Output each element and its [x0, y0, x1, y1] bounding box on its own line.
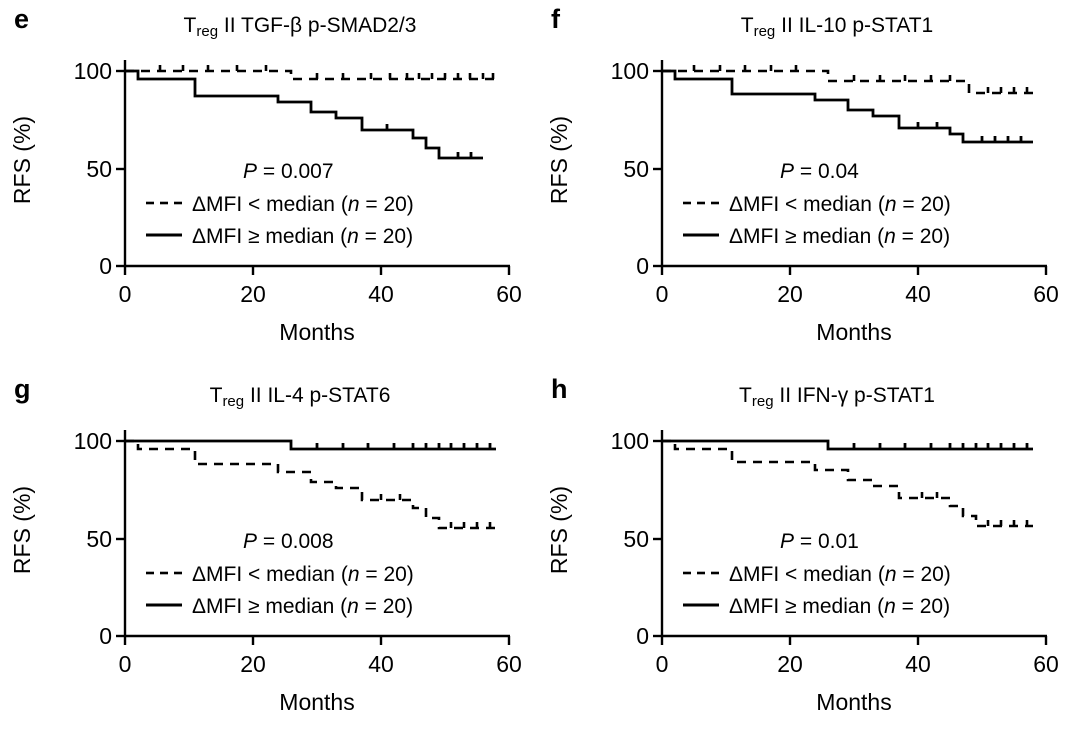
p-value-h-rest: = 0.01 — [794, 530, 859, 553]
y-tick-50-g: 50 — [86, 526, 112, 552]
x-tick-40-h: 40 — [905, 651, 931, 677]
legend-label-dashed-g: ΔMFI < median (n = 20) — [192, 563, 414, 586]
p-value-e — [243, 160, 334, 183]
p-value-f-rest: = 0.04 — [794, 160, 859, 183]
panel-f — [537, 0, 1074, 370]
x-tick-0-g: 0 — [118, 651, 132, 677]
y-axis-label-h: RFS (%) — [546, 485, 572, 575]
p-value-g-rest: = 0.008 — [257, 530, 334, 553]
y-tick-0-f: 0 — [636, 253, 649, 279]
legend-g — [146, 563, 414, 618]
y-tick-50-h: 50 — [623, 526, 649, 552]
legend-label-solid-e: ΔMFI ≥ median (n = 20) — [192, 225, 414, 248]
p-value-e-italic: P — [243, 160, 258, 183]
x-tick-0-f: 0 — [655, 281, 669, 307]
panel-title-h-sub: reg — [751, 393, 774, 410]
y-tick-100-g: 100 — [73, 428, 112, 454]
panel-title-f-sub: reg — [753, 23, 776, 40]
x-tick-60-g: 60 — [496, 651, 522, 677]
y-tick-50-e: 50 — [86, 156, 112, 182]
panel-letter-f: f — [551, 4, 560, 34]
panel-e — [0, 0, 537, 370]
legend-e — [146, 193, 414, 248]
x-tick-20-e: 20 — [240, 281, 266, 307]
y-tick-100-f: 100 — [610, 58, 649, 84]
x-axis-label-e: Months — [279, 319, 355, 345]
y-tick-50-f: 50 — [623, 156, 649, 182]
y-tick-0-g: 0 — [99, 623, 112, 649]
x-axis-label-h: Months — [816, 689, 892, 715]
plot-e — [0, 0, 537, 370]
y-axis-label-e: RFS (%) — [9, 115, 35, 205]
p-value-h-italic: P — [780, 530, 795, 553]
x-tick-20-f: 20 — [777, 281, 803, 307]
y-tick-0-e: 0 — [99, 253, 112, 279]
panel-title-f-pre: T — [740, 14, 754, 37]
p-value-g — [243, 530, 334, 553]
y-tick-100-e: 100 — [73, 58, 112, 84]
x-tick-0-h: 0 — [655, 651, 669, 677]
legend-label-dashed-f: ΔMFI < median (n = 20) — [729, 193, 951, 216]
legend-label-dashed-e: ΔMFI < median (n = 20) — [192, 193, 414, 216]
plot-g — [0, 370, 537, 740]
x-tick-60-f: 60 — [1033, 281, 1059, 307]
plot-h — [537, 370, 1074, 740]
panel-title-e-sub: reg — [196, 23, 219, 40]
p-value-f-italic: P — [780, 160, 795, 183]
y-tick-0-h: 0 — [636, 623, 649, 649]
panel-letter-e: e — [14, 4, 30, 34]
p-value-h — [780, 530, 859, 553]
series-dashed-h — [662, 441, 1033, 526]
x-tick-60-e: 60 — [496, 281, 522, 307]
series-solid-g — [125, 441, 496, 449]
legend-label-solid-h: ΔMFI ≥ median (n = 20) — [729, 595, 951, 618]
legend-label-solid-g: ΔMFI ≥ median (n = 20) — [192, 595, 414, 618]
panel-title-e-post: II TGF-β p-SMAD2/3 — [218, 14, 417, 37]
panel-g — [0, 370, 537, 740]
p-value-f — [780, 160, 859, 183]
panel-title-g-pre: T — [209, 384, 223, 407]
panel-title-e-pre: T — [183, 14, 197, 37]
panel-title-g-sub: reg — [222, 393, 245, 410]
series-dashed-e — [125, 65, 496, 79]
series-dashed-g — [125, 441, 496, 528]
legend-label-dashed-h: ΔMFI < median (n = 20) — [729, 563, 951, 586]
p-value-e-rest: = 0.007 — [257, 160, 334, 183]
legend-f — [683, 193, 951, 248]
x-tick-0-e: 0 — [118, 281, 132, 307]
series-solid-e — [125, 71, 483, 158]
panel-h — [537, 370, 1074, 740]
x-tick-60-h: 60 — [1033, 651, 1059, 677]
x-tick-40-g: 40 — [368, 651, 394, 677]
legend-label-solid-f: ΔMFI ≥ median (n = 20) — [729, 225, 951, 248]
x-tick-40-e: 40 — [368, 281, 394, 307]
x-tick-20-g: 20 — [240, 651, 266, 677]
y-tick-100-h: 100 — [610, 428, 649, 454]
panel-title-g-post: II IL-4 p-STAT6 — [244, 384, 391, 407]
x-tick-20-h: 20 — [777, 651, 803, 677]
x-axis-label-g: Months — [279, 689, 355, 715]
x-axis-label-f: Months — [816, 319, 892, 345]
y-axis-label-g: RFS (%) — [9, 485, 35, 575]
plot-f — [537, 0, 1074, 370]
legend-h — [683, 563, 951, 618]
panel-letter-g: g — [14, 374, 31, 404]
y-axis-label-f: RFS (%) — [546, 115, 572, 205]
panel-title-h-pre: T — [739, 384, 752, 407]
panel-title-h-post: II IFN-γ p-STAT1 — [773, 384, 935, 407]
panel-title-f-post: II IL-10 p-STAT1 — [775, 14, 934, 37]
series-solid-h — [662, 441, 1033, 449]
p-value-g-italic: P — [243, 530, 258, 553]
panel-letter-h: h — [551, 374, 568, 404]
x-tick-40-f: 40 — [905, 281, 931, 307]
